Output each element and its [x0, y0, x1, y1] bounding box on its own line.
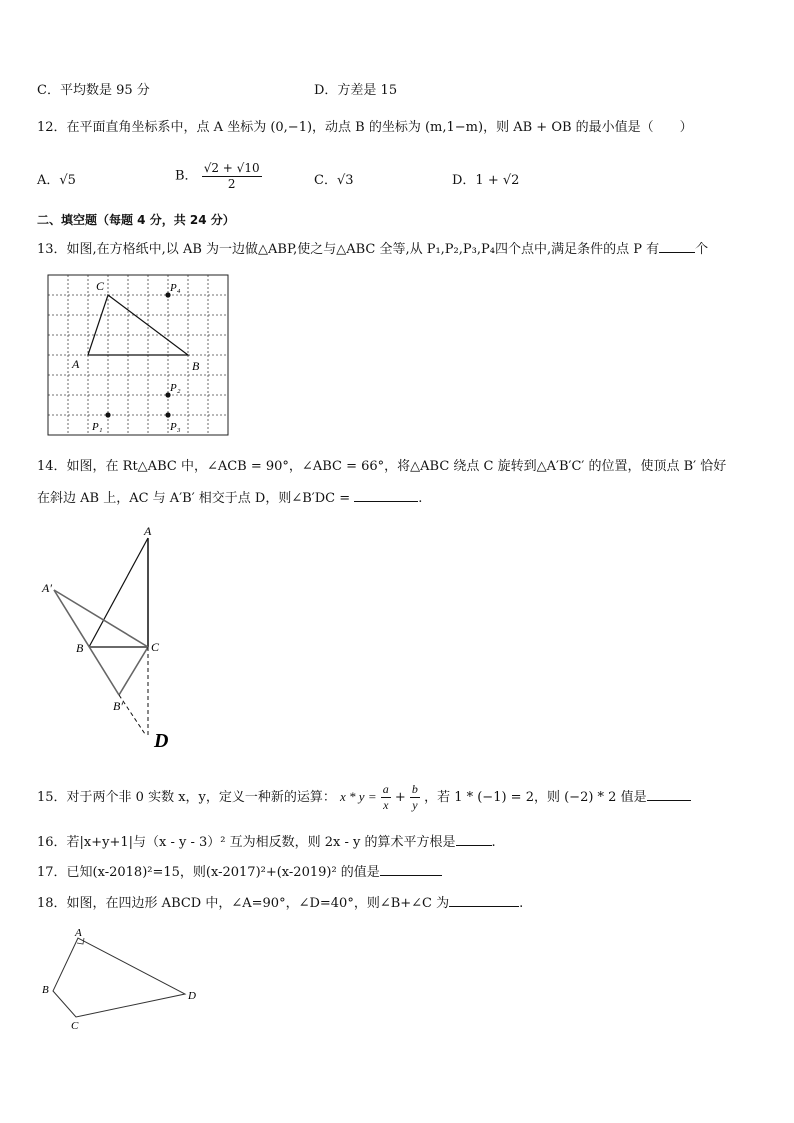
q13-stem-suffix: 个: [695, 242, 709, 257]
q12-option-b: [175, 161, 262, 192]
q13-label-b: B: [192, 359, 200, 373]
q12-option-b-fraction: [202, 161, 262, 192]
q18-text: 18．如图，在四边形 ABCD 中，∠A=90°，∠D=40°，则∠B+∠C 为: [37, 896, 450, 911]
q16-end: .: [491, 835, 496, 850]
q12-option-b-label: B．: [175, 168, 198, 184]
q15-plus: +: [394, 790, 406, 805]
q14-label-c: C: [151, 640, 160, 654]
q14-line2: [37, 489, 422, 507]
q13-answer-blank[interactable]: [659, 240, 695, 253]
q17-answer-blank[interactable]: [380, 863, 442, 876]
q14-line1: 14．如图，在 Rt△ABC 中，∠ACB = 90°，∠ABC = 66°，将△ABC 绕点 C 旋转到△A′B′C′ 的位置，使顶点 B′ 恰好: [37, 459, 727, 474]
q15-frac-b-y: [410, 782, 420, 813]
q13-stem-text: 13．如图,在方格纸中,以 AB 为一边做△ABP,使之与△ABC 全等,从 P₁,P₂,P₃,P₄四个点中,满足条件的点 P 有: [37, 242, 660, 257]
q17-text: 17．已知(x-2018)²=15，则(x-2017)²+(x-2019)² 的值是: [37, 865, 380, 880]
q15-frac-y: y: [412, 798, 418, 812]
q18-line: [37, 894, 523, 912]
q15-frac-a-x: [381, 782, 391, 813]
q14-line2-text: 在斜边 AB 上，AC 与 A′B′ 相交于点 D，则∠B′DC =: [37, 491, 351, 506]
q14-answer-blank[interactable]: [354, 489, 418, 502]
q15-answer-blank[interactable]: [647, 788, 691, 801]
q13-label-p3: P₃: [170, 421, 181, 433]
q18-label-d: D: [188, 990, 196, 1002]
q15-prefix: 15．对于两个非 0 实数 x，y，定义一种新的运算：: [37, 790, 336, 805]
q13-stem: [37, 240, 708, 258]
q14-line-b-prime-c: [119, 647, 148, 695]
q18-label-b: B: [42, 984, 49, 996]
q13-label-p2: P₂: [170, 382, 181, 394]
q16-line: [37, 833, 496, 851]
q13-label-p1: P₁: [92, 421, 103, 433]
q15-line: [37, 777, 691, 818]
q16-text: 16．若|x+y+1|与（x - y - 3）² 互为相反数，则 2x - y 的算术平方根是: [37, 835, 456, 850]
q12-option-a: A．√5: [37, 173, 76, 188]
q13-label-p4: P₄: [170, 282, 181, 294]
q11-option-d: D．方差是 15: [314, 83, 398, 98]
q14-label-b-prime: B′: [113, 699, 123, 713]
q18-label-a: A: [75, 927, 82, 939]
q14-label-b: B: [76, 641, 84, 655]
q12-option-d: D．1 + √2: [452, 173, 520, 188]
q12-option-c: C．√3: [314, 173, 354, 188]
q13-triangle-abc: [88, 295, 188, 355]
q13-point-p1: [105, 412, 110, 417]
q14-label-a-prime: A′: [42, 581, 52, 595]
q15-middle: ，若 1 * (−1) = 2，则 (−2) * 2 值是: [424, 790, 647, 805]
q14-label-a: A: [144, 524, 152, 538]
q12-option-b-numerator: √2 + √10: [203, 161, 260, 175]
q13-point-p3: [165, 412, 170, 417]
q14-line-ab: [89, 538, 148, 647]
q18-label-c: C: [71, 1020, 79, 1032]
q14-line-a-prime-b-prime: [54, 590, 119, 695]
q13-label-a: A: [72, 357, 80, 371]
q15-frac-a: a: [382, 782, 389, 796]
q11-option-c: C．平均数是 95 分: [37, 83, 150, 98]
q13-grid-figure: [46, 272, 231, 440]
q13-label-c: C: [96, 279, 105, 293]
q18-answer-blank[interactable]: [449, 894, 519, 907]
q18-quadrilateral-figure: [38, 925, 208, 1035]
q18-end: .: [519, 896, 524, 911]
q15-frac-b: b: [411, 782, 418, 796]
q12-option-b-denominator: 2: [227, 177, 236, 191]
q14-line-a-prime-c: [54, 590, 148, 647]
q16-answer-blank[interactable]: [456, 833, 492, 846]
q18-quadrilateral-abcd: [53, 938, 185, 1017]
q12-stem: 12．在平面直角坐标系中，点 A 坐标为 (0,−1)，动点 B 的坐标为 (m,1−m)，则 AB + OB 的最小值是（ ）: [37, 120, 693, 135]
q15-def-lhs: x * y =: [340, 789, 377, 804]
q14-line2-end: .: [418, 491, 423, 506]
q17-line: [37, 863, 442, 881]
q14-label-d: D: [154, 730, 169, 752]
q15-frac-x: x: [383, 798, 389, 812]
section-heading: 二、填空题（每题 4 分，共 24 分）: [37, 213, 235, 227]
q14-rotation-figure: [38, 520, 188, 755]
